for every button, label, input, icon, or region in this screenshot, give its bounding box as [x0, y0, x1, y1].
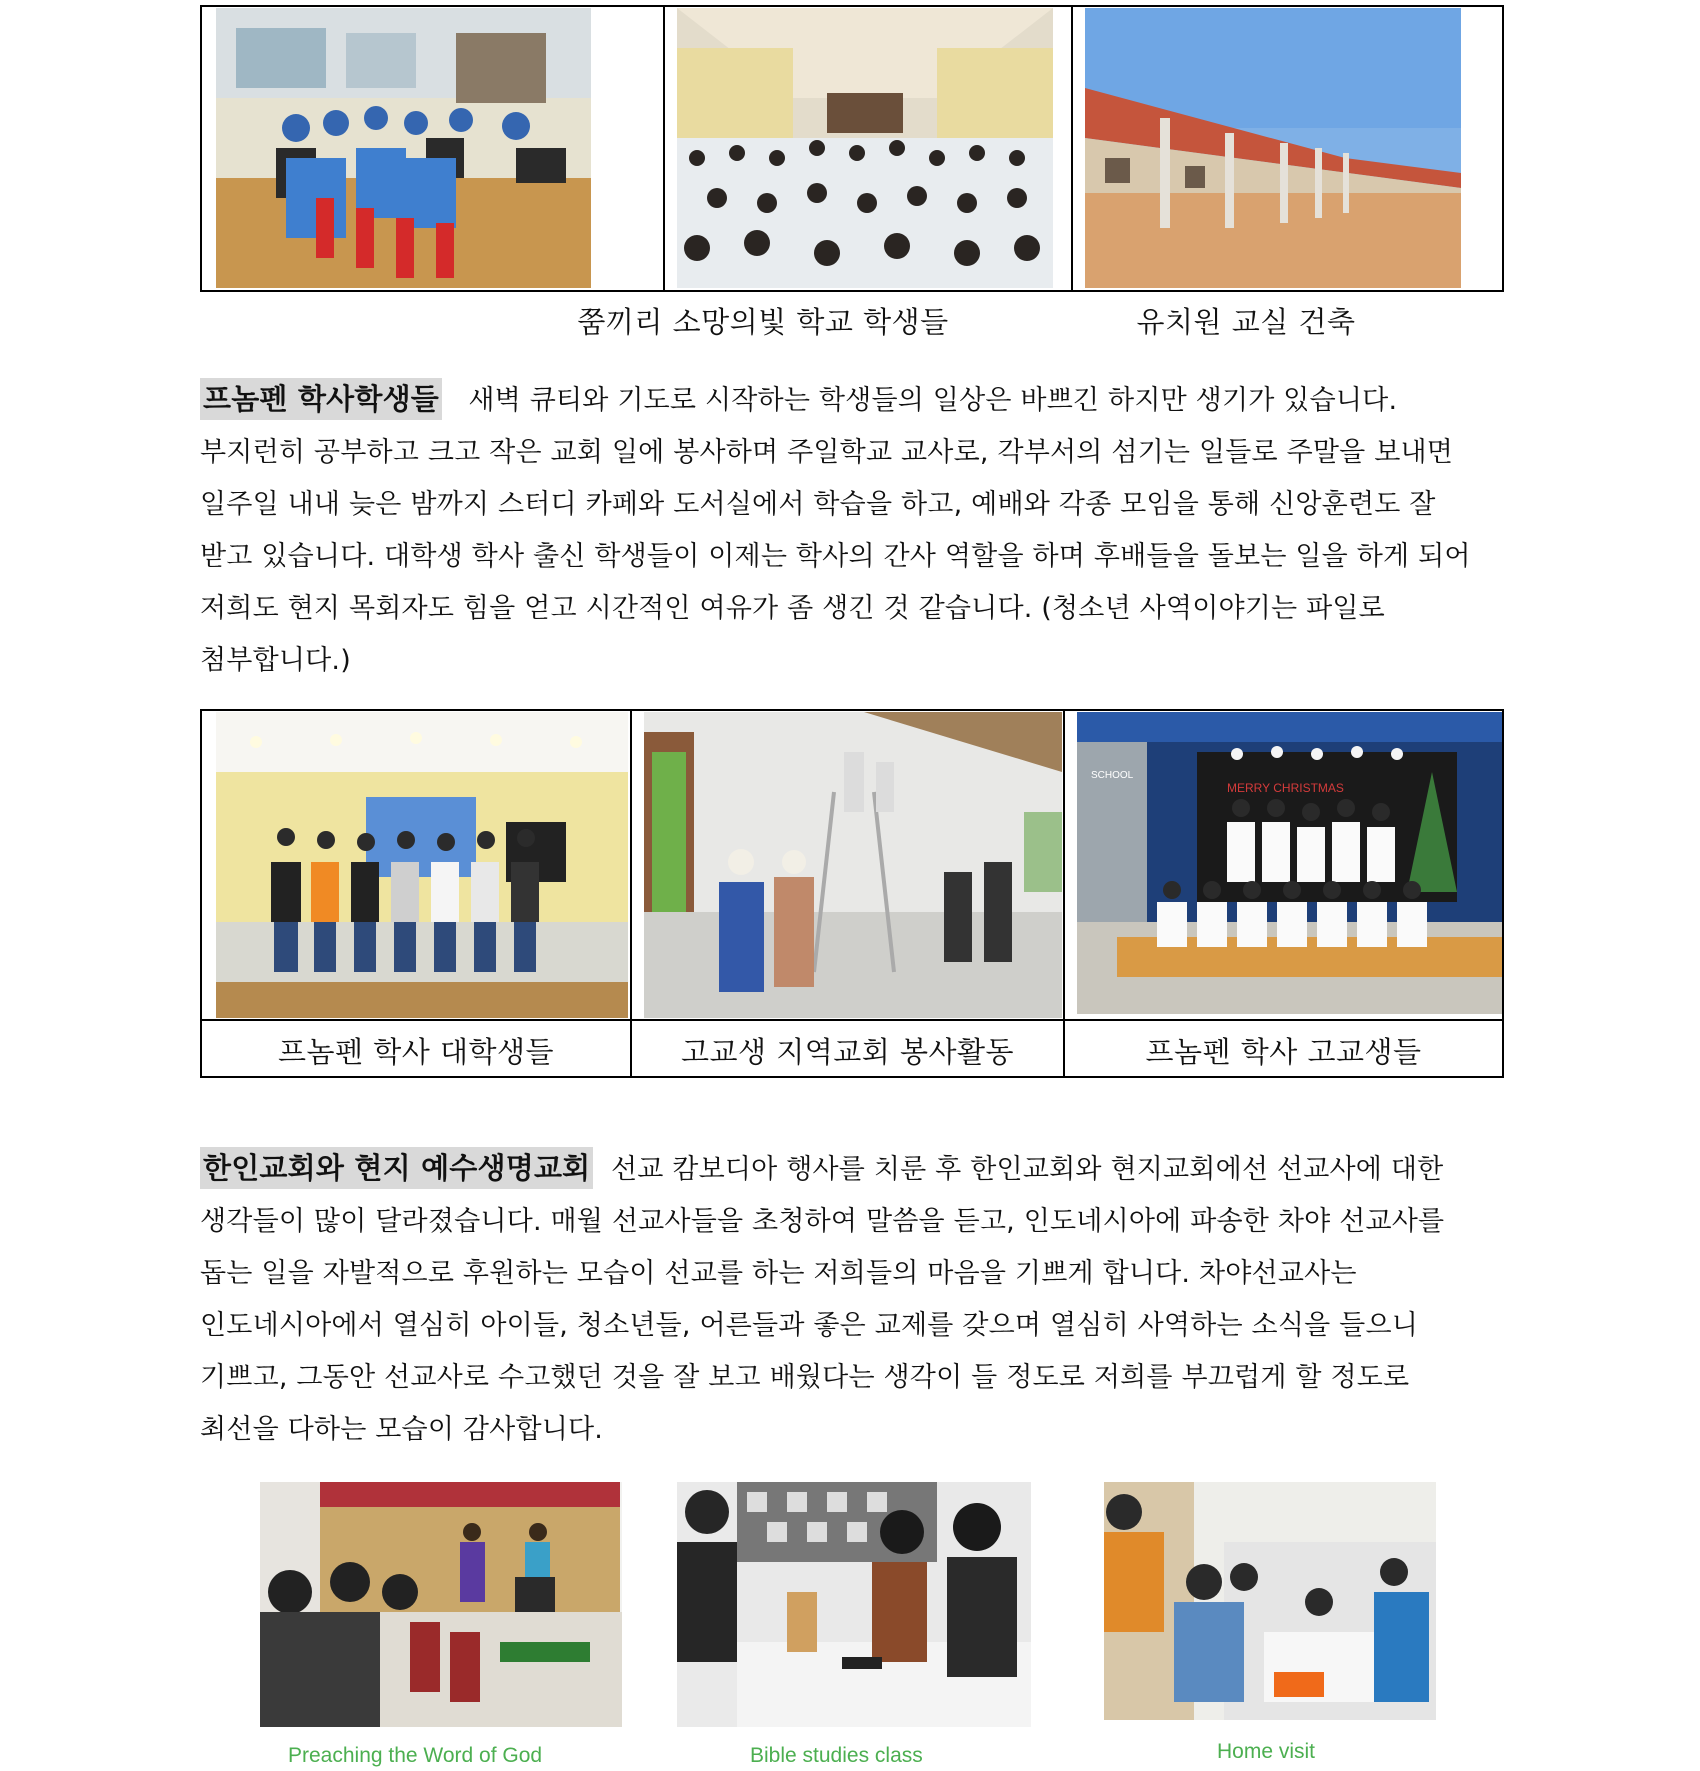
high-school-students-photo — [1077, 712, 1502, 1014]
bottom-caption-preaching: Preaching the Word of God — [288, 1744, 543, 1767]
bible-study-photo — [677, 1482, 1031, 1727]
paragraph-line: 새벽 큐티와 기도로 시작하는 학생들의 일상은 바쁘긴 하지만 생기가 있습니다. — [468, 385, 1398, 416]
paragraph-line: 인도네시아에서 열심히 아이들, 청소년들, 어른들과 좋은 교제를 갖으며 열심히 사역하는 소식을 들으니 — [200, 1310, 1419, 1341]
middle-caption-university: 프놈펜 학사 대학생들 — [277, 1035, 555, 1069]
middle-frame-divider — [630, 709, 632, 1078]
top-caption-school-students: 쭘끼리 소망의빛 학교 학생들 — [577, 305, 949, 339]
christmas-banner-text: MERRY CHRISTMAS — [1227, 781, 1344, 795]
assembly-hall-photo — [677, 8, 1053, 288]
bottom-caption-bible-study: Bible studies class — [750, 1744, 923, 1767]
bottom-caption-home-visit: Home visit — [1217, 1740, 1316, 1763]
section-heading-student-house: 프놈펜 학사학생들 — [200, 378, 442, 420]
kindergarten-building-photo — [1085, 8, 1461, 288]
paragraph-line: 최선을 다하는 모습이 감사합니다. — [200, 1414, 604, 1445]
middle-frame-divider — [1063, 709, 1065, 1078]
home-visit-photo — [1104, 1482, 1436, 1720]
section-korean-local-church — [200, 1142, 1510, 1456]
section-student-house — [200, 373, 1510, 687]
paragraph-line: 선교 캄보디아 행사를 치룬 후 한인교회와 현지교회에선 선교사에 대한 — [610, 1154, 1444, 1185]
middle-caption-divider — [200, 1019, 1504, 1021]
section-heading-korean-local-church: 한인교회와 현지 예수생명교회 — [200, 1147, 593, 1189]
paragraph-line: 생각들이 많이 달라졌습니다. 매월 선교사들을 초청하여 말씀을 듣고, 인도네시아에 파송한 차야 선교사를 — [200, 1206, 1445, 1237]
top-caption-kindergarten: 유치원 교실 건축 — [1136, 305, 1356, 339]
middle-caption-volunteer: 고교생 지역교회 봉사활동 — [680, 1035, 1015, 1069]
paragraph-line: 기쁘고, 그동안 선교사로 수고했던 것을 잘 보고 배웠다는 생각이 들 정도로 저희를 부끄럽게 할 정도로 — [200, 1362, 1410, 1393]
church-volunteer-photo — [644, 712, 1062, 1018]
paragraph-line: 돕는 일을 자발적으로 후원하는 모습이 선교를 하는 저희들의 마음을 기쁘게 합니다. 차야선교사는 — [200, 1258, 1357, 1289]
preaching-photo — [260, 1482, 622, 1727]
school-sign-text: SCHOOL — [1091, 770, 1134, 781]
paragraph-line: 받고 있습니다. 대학생 학사 출신 학생들이 이제는 학사의 간사 역할을 하며 후배들을 돌보는 일을 하게 되어 — [200, 541, 1471, 572]
paragraph-line: 첨부합니다.) — [200, 645, 351, 676]
computer-lab-photo — [216, 8, 591, 288]
university-students-photo — [216, 712, 628, 1018]
paragraph-line: 저희도 현지 목회자도 힘을 얻고 시간적인 여유가 좀 생긴 것 같습니다. (청소년 사역이야기는 파일로 — [200, 593, 1385, 624]
top-frame-divider — [1071, 5, 1073, 292]
top-frame-divider — [663, 5, 665, 292]
middle-caption-high-school: 프놈펜 학사 고교생들 — [1145, 1035, 1422, 1069]
paragraph-line: 부지런히 공부하고 크고 작은 교회 일에 봉사하며 주일학교 교사로, 각부서의 섬기는 일들로 주말을 보내면 — [200, 437, 1454, 468]
paragraph-line: 일주일 내내 늦은 밤까지 스터디 카페와 도서실에서 학습을 하고, 예배와 각종 모임을 통해 신앙훈련도 잘 — [200, 489, 1436, 520]
